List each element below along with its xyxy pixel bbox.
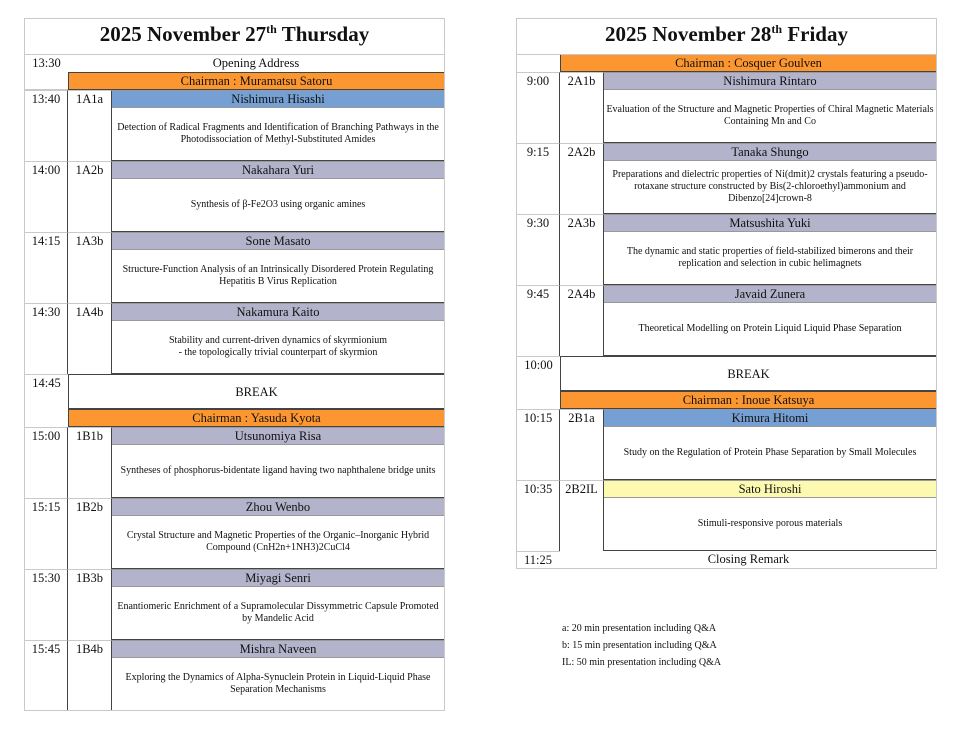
session-code: 1B3b	[68, 569, 112, 640]
speaker-name: Kimura Hitomi	[604, 409, 937, 427]
session-code: 1A1a	[68, 90, 112, 161]
time-cell: 11:25	[516, 551, 560, 569]
speaker-name: Utsunomiya Risa	[112, 427, 445, 445]
talk-title-text: Crystal Structure and Magnetic Properties of the Organic–Inorganic Hybrid Compound (CnH2n+1NH3)2CuCl4	[126, 530, 430, 553]
talk-title-text: Enantiomeric Enrichment of a Supramolecular Dissymmetric Capsule Promoted by Mandelic Acid	[117, 601, 439, 624]
time-cell: 13:40	[24, 90, 68, 161]
time-cell: 14:30	[24, 303, 68, 374]
time-cell: 9:15	[516, 143, 560, 214]
session-code: 1B2b	[68, 498, 112, 569]
speaker-name: Mishra Naveen	[112, 640, 445, 658]
speaker-name: Nishimura Rintaro	[604, 72, 937, 90]
speaker-name: Sone Masato	[112, 232, 445, 250]
talk-title-text: Syntheses of phosphorus-bidentate ligand having two naphthalene bridge units	[120, 465, 436, 476]
time-cell: 14:45	[24, 374, 68, 427]
speaker-name: Nakahara Yuri	[112, 161, 445, 179]
talk-title	[604, 498, 937, 551]
talk-title	[604, 90, 937, 143]
session-code: 1B1b	[68, 427, 112, 498]
time-cell: 10:00	[516, 356, 560, 409]
chairman-label: Chairman : Inoue Katsuya	[560, 391, 937, 409]
note-il: IL: 50 min presentation including Q&A	[562, 657, 722, 668]
talk-title-text: Synthesis of β-Fe2O3 using organic amines	[190, 199, 366, 210]
time-cell: 15:45	[24, 640, 68, 711]
session-code: 1A3b	[68, 232, 112, 303]
talk-title	[112, 321, 445, 374]
talk-title-text: The dynamic and static properties of field-stabilized bimerons and their replication and selection in cubic helimagnets	[626, 246, 914, 269]
presentation-notes	[562, 620, 721, 671]
talk-title-line: Stability and current-driven dynamics of skyrmionium	[168, 335, 387, 346]
time-spacer	[516, 54, 560, 72]
speaker-name: Matsushita Yuki	[604, 214, 937, 232]
speaker-name: Nakamura Kaito	[112, 303, 445, 321]
speaker-name: Sato Hiroshi	[604, 480, 937, 498]
talk-title-text: Detection of Radical Fragments and Identification of Branching Pathways in the Photodissociation of Methyl-Substituted Amides	[117, 122, 439, 145]
day1-title: 2025 November 27th Thursday	[24, 18, 445, 54]
talk-title-text: Preparations and dielectric properties of Ni(dmit)2 crystals featuring a pseudo-rotaxane structure constructed by Bis(2-chloroethyl)ammonium and Dibenzo[24]crown-8	[612, 169, 928, 204]
session-code: 2A2b	[560, 143, 604, 214]
speaker-name: Tanaka Shungo	[604, 143, 937, 161]
talk-title-text: Theoretical Modelling on Protein Liquid Liquid Phase Separation	[638, 323, 902, 334]
speaker-name: Zhou Wenbo	[112, 498, 445, 516]
chairman-label: Chairman : Yasuda Kyota	[68, 409, 445, 427]
talk-title	[604, 303, 937, 356]
session-code: 2B2IL	[560, 480, 604, 551]
session-code: 2A1b	[560, 72, 604, 143]
opening-address: Opening Address	[68, 54, 445, 72]
session-code: 2B1a	[560, 409, 604, 480]
talk-title-text: Exploring the Dynamics of Alpha-Synuclein Protein in Liquid-Liquid Phase Separation Mechanisms	[125, 672, 431, 695]
talk-title	[112, 250, 445, 303]
time-cell: 15:00	[24, 427, 68, 498]
chairman-label: Chairman : Muramatsu Satoru	[68, 72, 445, 90]
time-cell: 10:15	[516, 409, 560, 480]
session-code: 1A2b	[68, 161, 112, 232]
day1-schedule	[24, 18, 445, 54]
talk-title	[604, 427, 937, 480]
time-cell: 15:15	[24, 498, 68, 569]
talk-title-text: Evaluation of the Structure and Magnetic Properties of Chiral Magnetic Materials Containing Mn and Co	[606, 104, 934, 127]
talk-title	[112, 658, 445, 711]
break-label: BREAK	[560, 356, 937, 391]
session-code: 1B4b	[68, 640, 112, 711]
talk-title	[112, 587, 445, 640]
talk-title	[604, 232, 937, 285]
talk-title-text: Stimuli-responsive porous materials	[697, 518, 843, 529]
speaker-name: Javaid Zunera	[604, 285, 937, 303]
talk-title-text: Structure-Function Analysis of an Intrinsically Disordered Protein Regulating Hepatitis B Virus Replication	[122, 264, 434, 287]
session-code: 1A4b	[68, 303, 112, 374]
session-code: 2A4b	[560, 285, 604, 356]
time-cell: 14:00	[24, 161, 68, 232]
time-cell: 9:00	[516, 72, 560, 143]
day2-title: 2025 November 28th Friday	[516, 18, 937, 54]
time-cell: 9:30	[516, 214, 560, 285]
note-a: a: 20 min presentation including Q&A	[562, 623, 717, 634]
note-b: b: 15 min presentation including Q&A	[562, 640, 717, 651]
time-cell: 9:45	[516, 285, 560, 356]
time-cell: 15:30	[24, 569, 68, 640]
time-cell: 13:30	[24, 54, 68, 90]
speaker-name: Nishimura Hisashi	[112, 90, 445, 108]
time-cell: 14:15	[24, 232, 68, 303]
talk-title	[112, 516, 445, 569]
speaker-name: Miyagi Senri	[112, 569, 445, 587]
talk-title-line: - the topologically trivial counterpart of skyrmion	[178, 347, 378, 358]
break-label: BREAK	[68, 374, 445, 409]
talk-title	[112, 108, 445, 161]
closing-remark: Closing Remark	[707, 552, 790, 566]
day2-schedule	[516, 18, 937, 54]
session-code: 2A3b	[560, 214, 604, 285]
talk-title	[112, 445, 445, 498]
talk-title	[112, 179, 445, 232]
talk-title	[604, 161, 937, 214]
talk-title-text: Study on the Regulation of Protein Phase Separation by Small Molecules	[623, 447, 917, 458]
chairman-label: Chairman : Cosquer Goulven	[560, 54, 937, 72]
time-cell: 10:35	[516, 480, 560, 551]
